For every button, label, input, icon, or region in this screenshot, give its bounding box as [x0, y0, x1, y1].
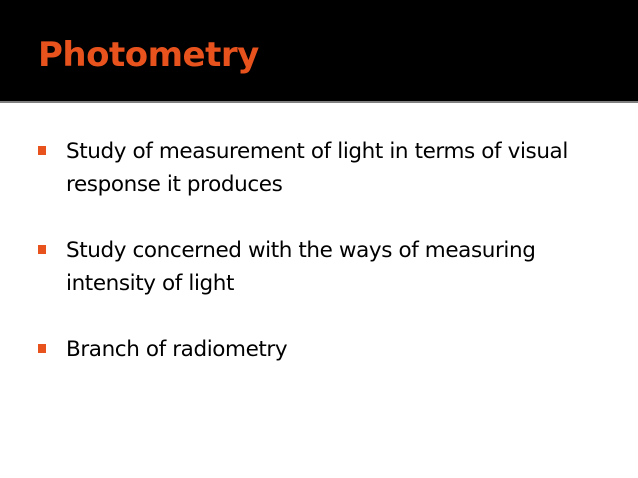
square-bullet-icon: [38, 344, 46, 353]
bullet-item: [38, 333, 608, 366]
bullet-text: Study of measurement of light in terms of visual response it produces: [66, 139, 568, 197]
bullet-list: [38, 135, 608, 399]
bullet-text: Study concerned with the ways of measuring intensity of light: [66, 238, 536, 296]
bullet-item: [38, 234, 608, 300]
title-divider: [0, 101, 638, 103]
square-bullet-icon: [38, 245, 46, 254]
bullet-text: Branch of radiometry: [66, 337, 288, 362]
square-bullet-icon: [38, 146, 46, 155]
bullet-item: [38, 135, 608, 201]
title-bar: [0, 0, 638, 101]
slide-title: Photometry: [38, 35, 259, 75]
